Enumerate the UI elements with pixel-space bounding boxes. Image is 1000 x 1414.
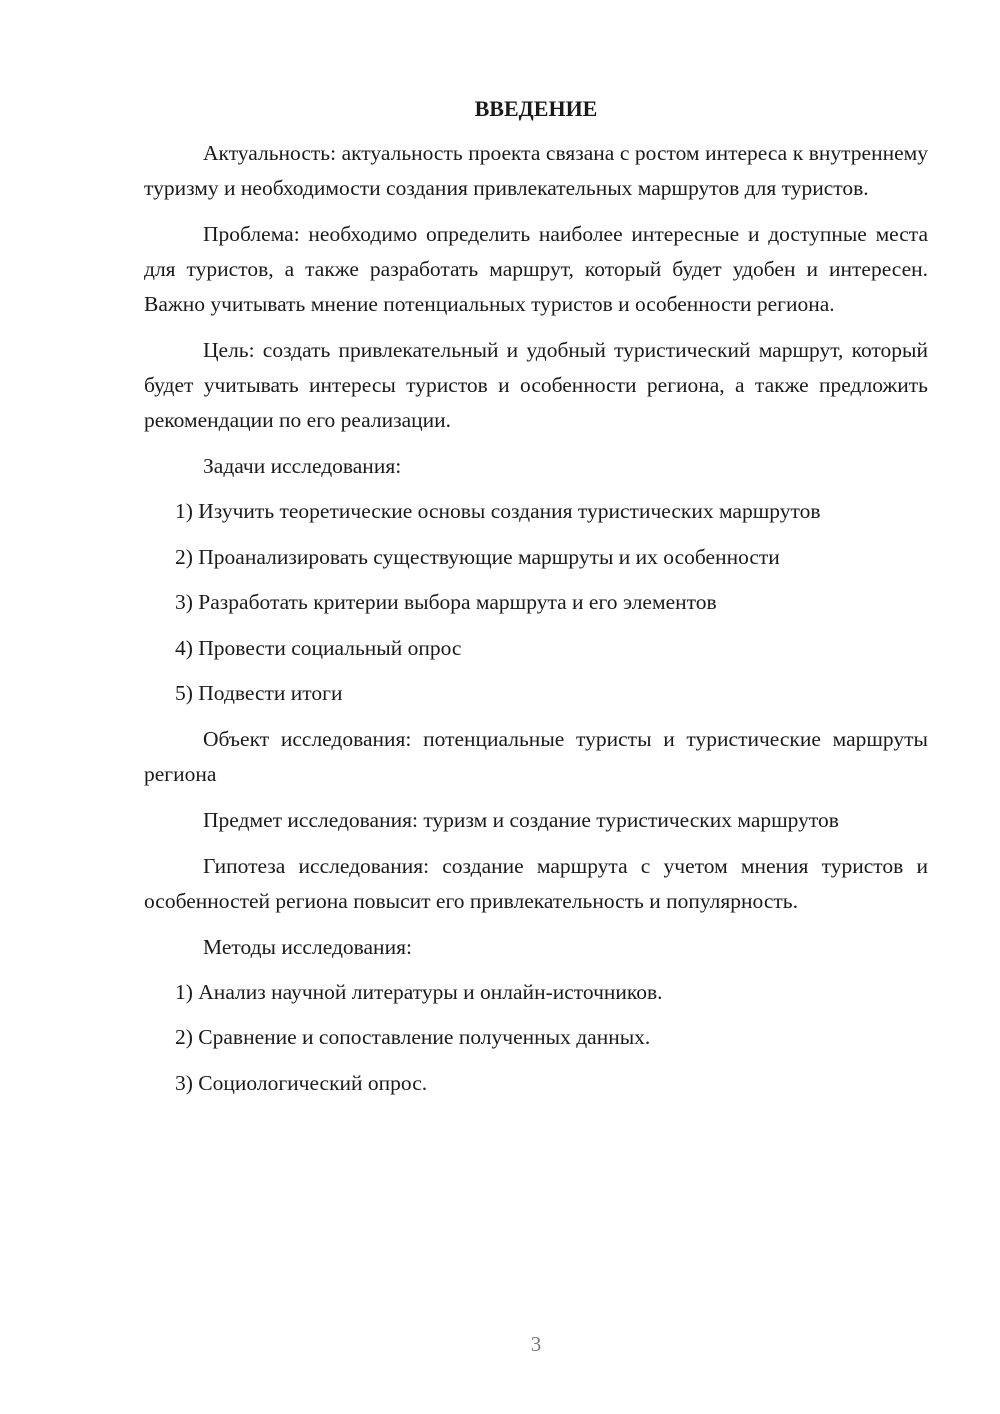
- subject-paragraph: Предмет исследования: туризм и создание туристических маршрутов: [203, 807, 839, 832]
- hypothesis-paragraph: Гипотеза исследования: создание маршрута с учетом мнения туристов и особенностей региона повысит его привлекательность и популярность.: [144, 853, 928, 913]
- document-page: [144, 94, 928, 1111]
- list-item: 2) Проанализировать существующие маршруты и их особенности: [175, 544, 780, 569]
- page-title: ВВЕДЕНИЕ: [474, 96, 598, 121]
- list-item: 1) Изучить теоретические основы создания туристических маршрутов: [175, 499, 821, 523]
- methods-heading: Методы исследования:: [203, 934, 412, 959]
- object-paragraph: Объект исследования: потенциальные туристы и туристические маршруты региона: [144, 726, 928, 786]
- list-item: 3) Социологический опрос.: [175, 1070, 428, 1095]
- relevance-paragraph: Актуальность: актуальность проекта связана с ростом интереса к внутреннему туризму и необходимости создания привлекательных маршрутов для туристов.: [144, 141, 928, 200]
- list-item: 3) Разработать критерии выбора маршрута и его элементов: [175, 590, 717, 614]
- methods-list: [144, 975, 928, 1101]
- page-number: 3: [530, 1332, 542, 1356]
- list-item: 5) Подвести итоги: [175, 681, 343, 705]
- tasks-heading: Задачи исследования:: [203, 454, 402, 478]
- list-item: 4) Провести социальный опрос: [175, 635, 462, 660]
- problem-paragraph: Проблема: необходимо определить наиболее интересные и доступные места для туристов, а также разработать маршрут, который будет удобен и интересен. Важно учитывать мнение потенциальных туристов и особенности региона.: [144, 222, 928, 316]
- list-item: 1) Анализ научной литературы и онлайн-источников.: [175, 979, 663, 1004]
- tasks-list: [144, 494, 928, 711]
- list-item: 2) Сравнение и сопоставление полученных данных.: [175, 1025, 651, 1049]
- goal-paragraph: Цель: создать привлекательный и удобный туристический маршрут, который будет учитывать интересы туристов и особенности региона, а также предложить рекомендации по его реализации.: [144, 338, 928, 432]
